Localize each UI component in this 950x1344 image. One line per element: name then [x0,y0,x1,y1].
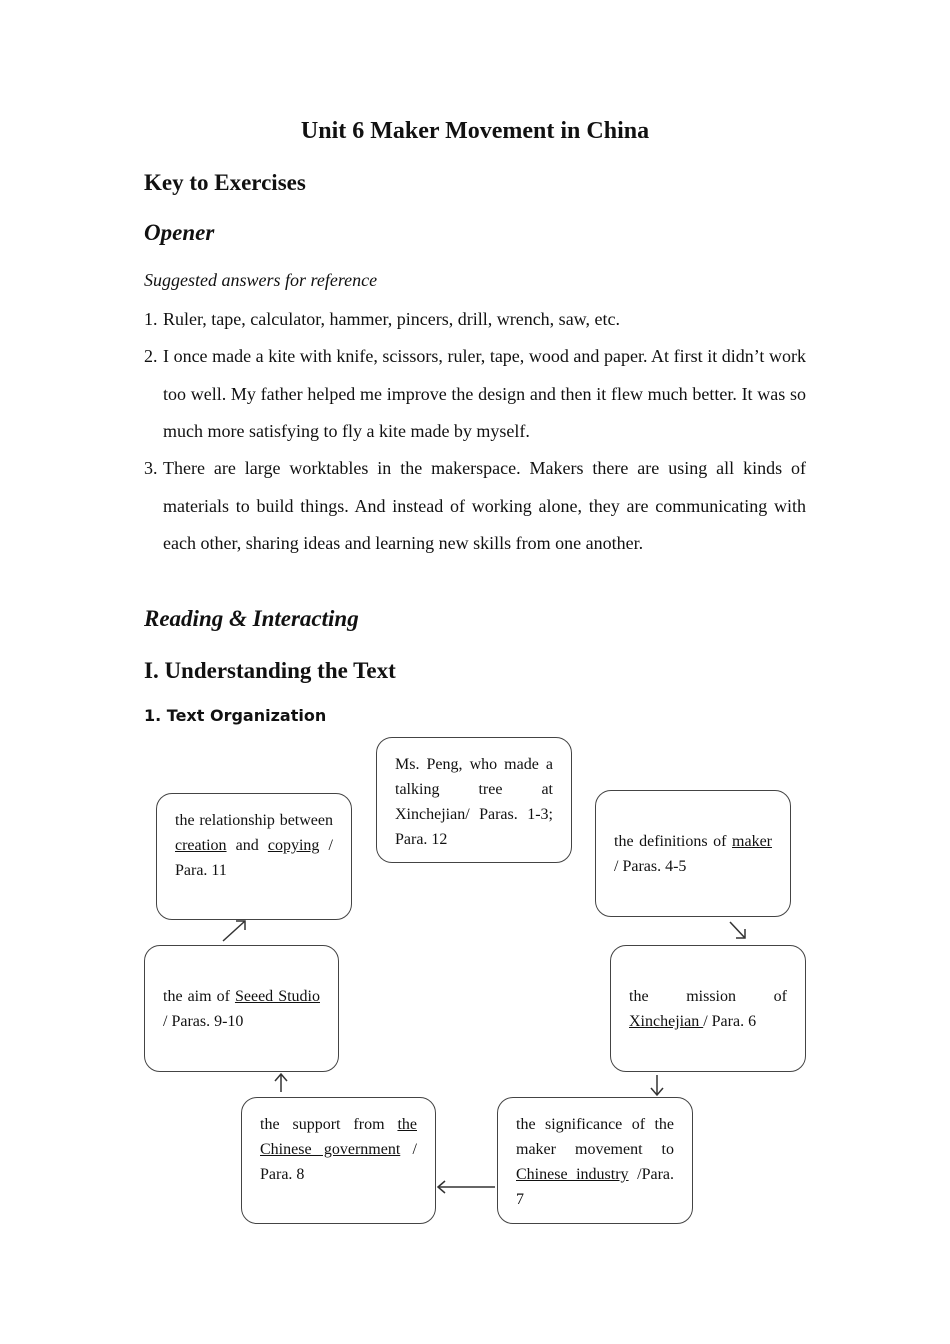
opener-heading: Opener [144,220,215,245]
box-text: / Paras. 9-10 [163,1013,244,1030]
item-number: 3. [144,458,158,478]
reading-heading: Reading & Interacting [144,606,359,631]
section-heading-key: Key to Exercises [144,170,306,195]
page-title: Unit 6 Maker Movement in China [300,118,650,144]
arrow-left-mid-to-left-top [223,921,245,941]
box-text: the aim of [163,988,235,1005]
box-text: Ms. Peng, who made a talking tree at Xinchejian/ Paras. 1-3; Para. 12 [395,756,553,848]
box-text: the mission of [629,988,787,1005]
box-text: / Para. 11 [175,837,333,879]
box-text: the significance of the maker movement to [516,1116,674,1158]
box-text: / Para. 8 [260,1141,417,1183]
item-text: I once made a kite with knife, scissors, ruler, tape, wood and paper. At first it didn’t work too well. My father helped me improve the design and then it flew much better. It was so much more satisfying to fly a kite made by myself. [163,346,806,441]
box-text: the relationship between [175,812,333,829]
box-text: the definitions of [614,833,733,850]
understanding-heading: I. Understanding the Text [144,658,396,683]
box-underlined-term: copying [267,837,320,854]
item-text: There are large worktables in the makerspace. Makers there are using all kinds of materials to build things. And instead of working alone, they are communicating with each other, sharing ideas and learning new skills from one another. [163,458,806,553]
box-text: / Para. 6 [703,1013,757,1030]
box-underlined-term: Chinese industry [516,1166,629,1183]
arrow-right-mid-to-bottom-right [651,1075,663,1095]
box-text: the support from [260,1116,398,1133]
box-text: and [226,837,268,854]
suggested-note: Suggested answers for reference [144,270,378,290]
box-text: /Para. 7 [516,1166,674,1208]
box-underlined-term: creation [175,837,227,854]
arrow-right-top-to-right-mid [730,922,745,938]
box-text: / Paras. 4-5 [614,858,687,875]
item-text: Ruler, tape, calculator, hammer, pincers, drill, wrench, saw, etc. [163,309,620,329]
box-underlined-term: maker [732,833,772,850]
box-underlined-term: Xinchejian [629,1013,704,1030]
arrow-bottom-left-to-left-mid [275,1074,287,1092]
item-number: 1. [144,309,158,329]
text-organization-label: 1. Text Organization [144,706,327,725]
box-underlined-term: the Chinese government [260,1116,417,1158]
item-number: 2. [144,346,158,366]
arrow-bottom-right-to-bottom-left [438,1181,495,1193]
box-underlined-term: Seeed Studio [234,988,320,1005]
